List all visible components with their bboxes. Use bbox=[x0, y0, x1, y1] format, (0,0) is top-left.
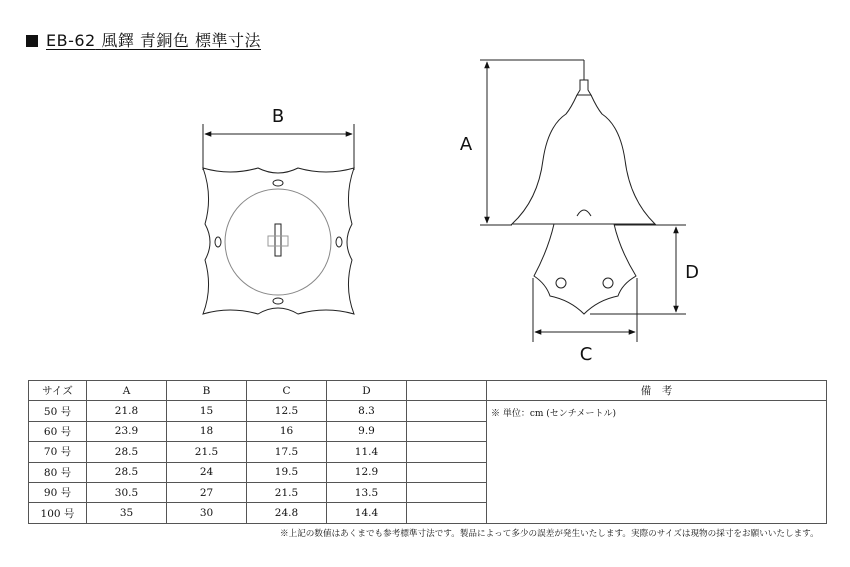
cell-b: 27 bbox=[167, 482, 247, 502]
cell-d: 14.4 bbox=[327, 503, 407, 523]
plate-hole-right bbox=[336, 237, 342, 247]
header-a: A bbox=[87, 381, 167, 401]
plate-circle bbox=[225, 189, 331, 295]
cell-blank bbox=[407, 401, 487, 421]
center-slot bbox=[275, 224, 281, 256]
size-table bbox=[28, 380, 827, 524]
cell-a: 21.8 bbox=[87, 401, 167, 421]
cell-blank bbox=[407, 421, 487, 441]
header-blank bbox=[407, 381, 487, 401]
product-code: EB-62 bbox=[46, 31, 96, 50]
cell-c: 12.5 bbox=[247, 401, 327, 421]
cell-b: 15 bbox=[167, 401, 247, 421]
top-view-plate bbox=[203, 168, 354, 314]
dimension-c-label: C bbox=[579, 344, 593, 365]
header-c: C bbox=[247, 381, 327, 401]
cell-c: 17.5 bbox=[247, 442, 327, 462]
cell-size: 50 号 bbox=[29, 401, 87, 421]
dimension-b-label: B bbox=[271, 106, 285, 127]
cell-d: 12.9 bbox=[327, 462, 407, 482]
table-header-row bbox=[29, 381, 827, 401]
cell-a: 23.9 bbox=[87, 421, 167, 441]
header-d: D bbox=[327, 381, 407, 401]
cell-size: 90 号 bbox=[29, 482, 87, 502]
dimension-d-label: D bbox=[685, 262, 699, 283]
clapper-plate bbox=[534, 224, 636, 314]
plate-hole-left bbox=[215, 237, 221, 247]
cell-b: 30 bbox=[167, 503, 247, 523]
header-size: サイズ bbox=[29, 381, 87, 401]
cell-d: 8.3 bbox=[327, 401, 407, 421]
plate-hole-top bbox=[273, 180, 283, 186]
clapper-hole-right bbox=[603, 278, 613, 288]
table-row bbox=[29, 401, 827, 421]
bell-top-knob bbox=[577, 80, 591, 95]
dimension-a-line bbox=[480, 60, 584, 225]
footnote: ※上記の数値はあくまでも参考標準寸法です。製品によって多少の誤差が発生いたします。実際のサイズは現物の採寸をお願いいたします。 bbox=[280, 529, 819, 539]
cell-a: 30.5 bbox=[87, 482, 167, 502]
cell-size: 60 号 bbox=[29, 421, 87, 441]
center-bracket bbox=[268, 236, 288, 246]
cell-b: 21.5 bbox=[167, 442, 247, 462]
notes-cell: ※ 単位：cm (センチメートル) bbox=[487, 401, 827, 523]
dimension-b-line bbox=[203, 124, 354, 170]
bell-body bbox=[512, 95, 655, 224]
cell-size: 80 号 bbox=[29, 462, 87, 482]
cell-blank bbox=[407, 442, 487, 462]
cell-d: 11.4 bbox=[327, 442, 407, 462]
cell-blank bbox=[407, 503, 487, 523]
cell-d: 9.9 bbox=[327, 421, 407, 441]
dimension-c-line bbox=[533, 278, 637, 342]
cell-d: 13.5 bbox=[327, 482, 407, 502]
clapper-hole-left bbox=[556, 278, 566, 288]
plate-hole-bottom bbox=[273, 298, 283, 304]
cell-c: 16 bbox=[247, 421, 327, 441]
cell-size: 100 号 bbox=[29, 503, 87, 523]
cell-b: 18 bbox=[167, 421, 247, 441]
header-notes: 備 考 bbox=[487, 381, 827, 401]
cell-size: 70 号 bbox=[29, 442, 87, 462]
cell-c: 19.5 bbox=[247, 462, 327, 482]
bell-rim-notch bbox=[577, 210, 591, 216]
header-b: B bbox=[167, 381, 247, 401]
cell-c: 24.8 bbox=[247, 503, 327, 523]
cell-a: 28.5 bbox=[87, 442, 167, 462]
cell-a: 35 bbox=[87, 503, 167, 523]
cell-blank bbox=[407, 462, 487, 482]
cell-blank bbox=[407, 482, 487, 502]
dimension-a-label: A bbox=[459, 134, 473, 155]
side-view-bell bbox=[512, 60, 655, 314]
cell-c: 21.5 bbox=[247, 482, 327, 502]
product-name: 風鐸 青銅色 標準寸法 bbox=[101, 31, 261, 50]
cell-b: 24 bbox=[167, 462, 247, 482]
cell-a: 28.5 bbox=[87, 462, 167, 482]
